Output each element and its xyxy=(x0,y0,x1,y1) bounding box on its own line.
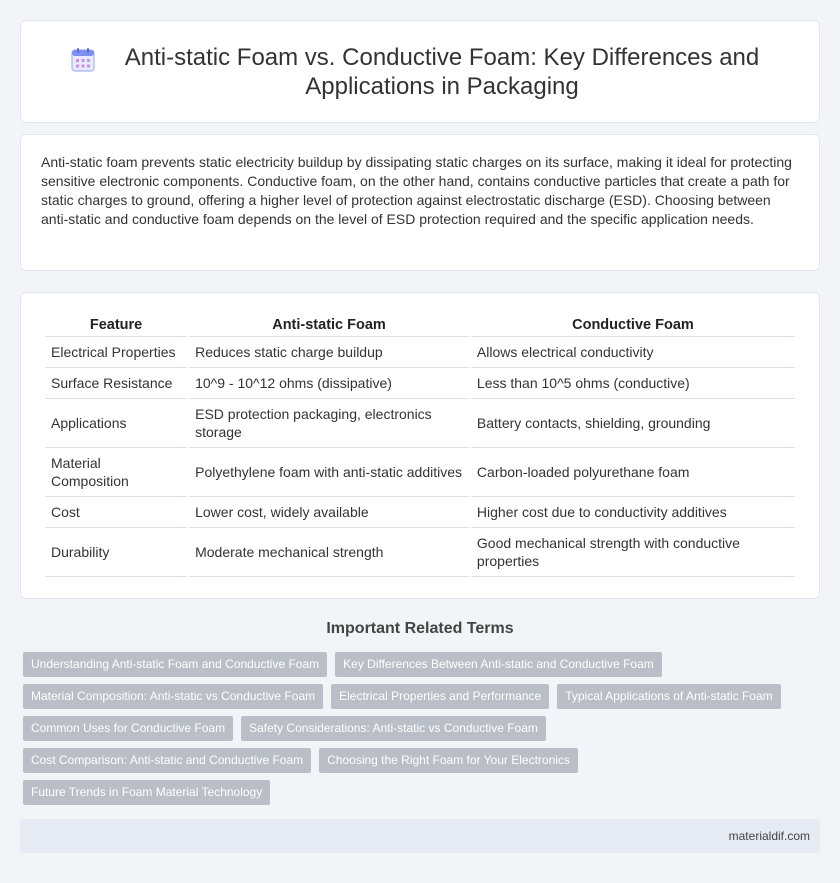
conductive-cell: Allows electrical conductivity xyxy=(471,337,795,368)
related-term-tag[interactable]: Material Composition: Anti-static vs Conductive Foam xyxy=(23,684,323,709)
intro-card xyxy=(20,134,820,271)
table-row xyxy=(45,497,795,528)
header-card xyxy=(20,20,820,123)
related-term-tag[interactable]: Common Uses for Conductive Foam xyxy=(23,716,233,741)
anti-static-cell: Moderate mechanical strength xyxy=(189,528,469,577)
feature-cell: Cost xyxy=(45,497,187,528)
table-row xyxy=(45,368,795,399)
table-row xyxy=(45,528,795,577)
related-term-tag[interactable]: Safety Considerations: Anti-static vs Conductive Foam xyxy=(241,716,546,741)
related-terms-title: Important Related Terms xyxy=(326,620,514,637)
table-row xyxy=(45,337,795,368)
feature-cell: Durability xyxy=(45,528,187,577)
footer xyxy=(20,819,820,853)
table-row xyxy=(45,399,795,448)
conductive-cell: Carbon-loaded polyurethane foam xyxy=(471,448,795,497)
related-term-tag[interactable]: Key Differences Between Anti-static and Conductive Foam xyxy=(335,652,662,677)
feature-cell: Material Composition xyxy=(45,448,187,497)
related-term-tag[interactable]: Electrical Properties and Performance xyxy=(331,684,549,709)
anti-static-cell: Reduces static charge buildup xyxy=(189,337,469,368)
column-header: Conductive Foam xyxy=(471,311,795,337)
related-term-tag[interactable]: Understanding Anti-static Foam and Conductive Foam xyxy=(23,652,327,677)
related-term-tag[interactable]: Future Trends in Foam Material Technology xyxy=(23,780,270,805)
related-terms-list xyxy=(23,652,813,812)
anti-static-cell: Lower cost, widely available xyxy=(189,497,469,528)
column-header: Feature xyxy=(45,311,187,337)
table-header-row xyxy=(45,311,795,337)
conductive-cell: Higher cost due to conductivity additives xyxy=(471,497,795,528)
feature-cell: Surface Resistance xyxy=(45,368,187,399)
feature-cell: Electrical Properties xyxy=(45,337,187,368)
anti-static-cell: Polyethylene foam with anti-static additives xyxy=(189,448,469,497)
footer-site-name: materialdif.com xyxy=(728,829,810,843)
calendar-icon xyxy=(70,47,96,73)
comparison-table xyxy=(43,311,797,577)
conductive-cell: Good mechanical strength with conductive properties xyxy=(471,528,795,577)
conductive-cell: Battery contacts, shielding, grounding xyxy=(471,399,795,448)
header xyxy=(70,43,770,101)
page-title: Anti-static Foam vs. Conductive Foam: Key Differences and Applications in Packaging xyxy=(124,43,760,100)
feature-cell: Applications xyxy=(45,399,187,448)
column-header: Anti-static Foam xyxy=(189,311,469,337)
related-term-tag[interactable]: Typical Applications of Anti-static Foam xyxy=(557,684,780,709)
table-row xyxy=(45,448,795,497)
anti-static-cell: 10^9 - 10^12 ohms (dissipative) xyxy=(189,368,469,399)
intro-paragraph: Anti-static foam prevents static electricity buildup by dissipating static charges on its surface, making it ideal for protecting sensitive electronic components. Conductive foam, on the other hand, contains conductive particles that create a path for static charges to ground, offering a higher level of protection against electrostatic discharge (ESD). Choosing between anti-static and conductive foam depends on the level of ESD protection required and the specific application needs. xyxy=(41,154,792,227)
anti-static-cell: ESD protection packaging, electronics storage xyxy=(189,399,469,448)
related-term-tag[interactable]: Choosing the Right Foam for Your Electronics xyxy=(319,748,578,773)
comparison-card xyxy=(20,292,820,599)
related-term-tag[interactable]: Cost Comparison: Anti-static and Conductive Foam xyxy=(23,748,311,773)
conductive-cell: Less than 10^5 ohms (conductive) xyxy=(471,368,795,399)
